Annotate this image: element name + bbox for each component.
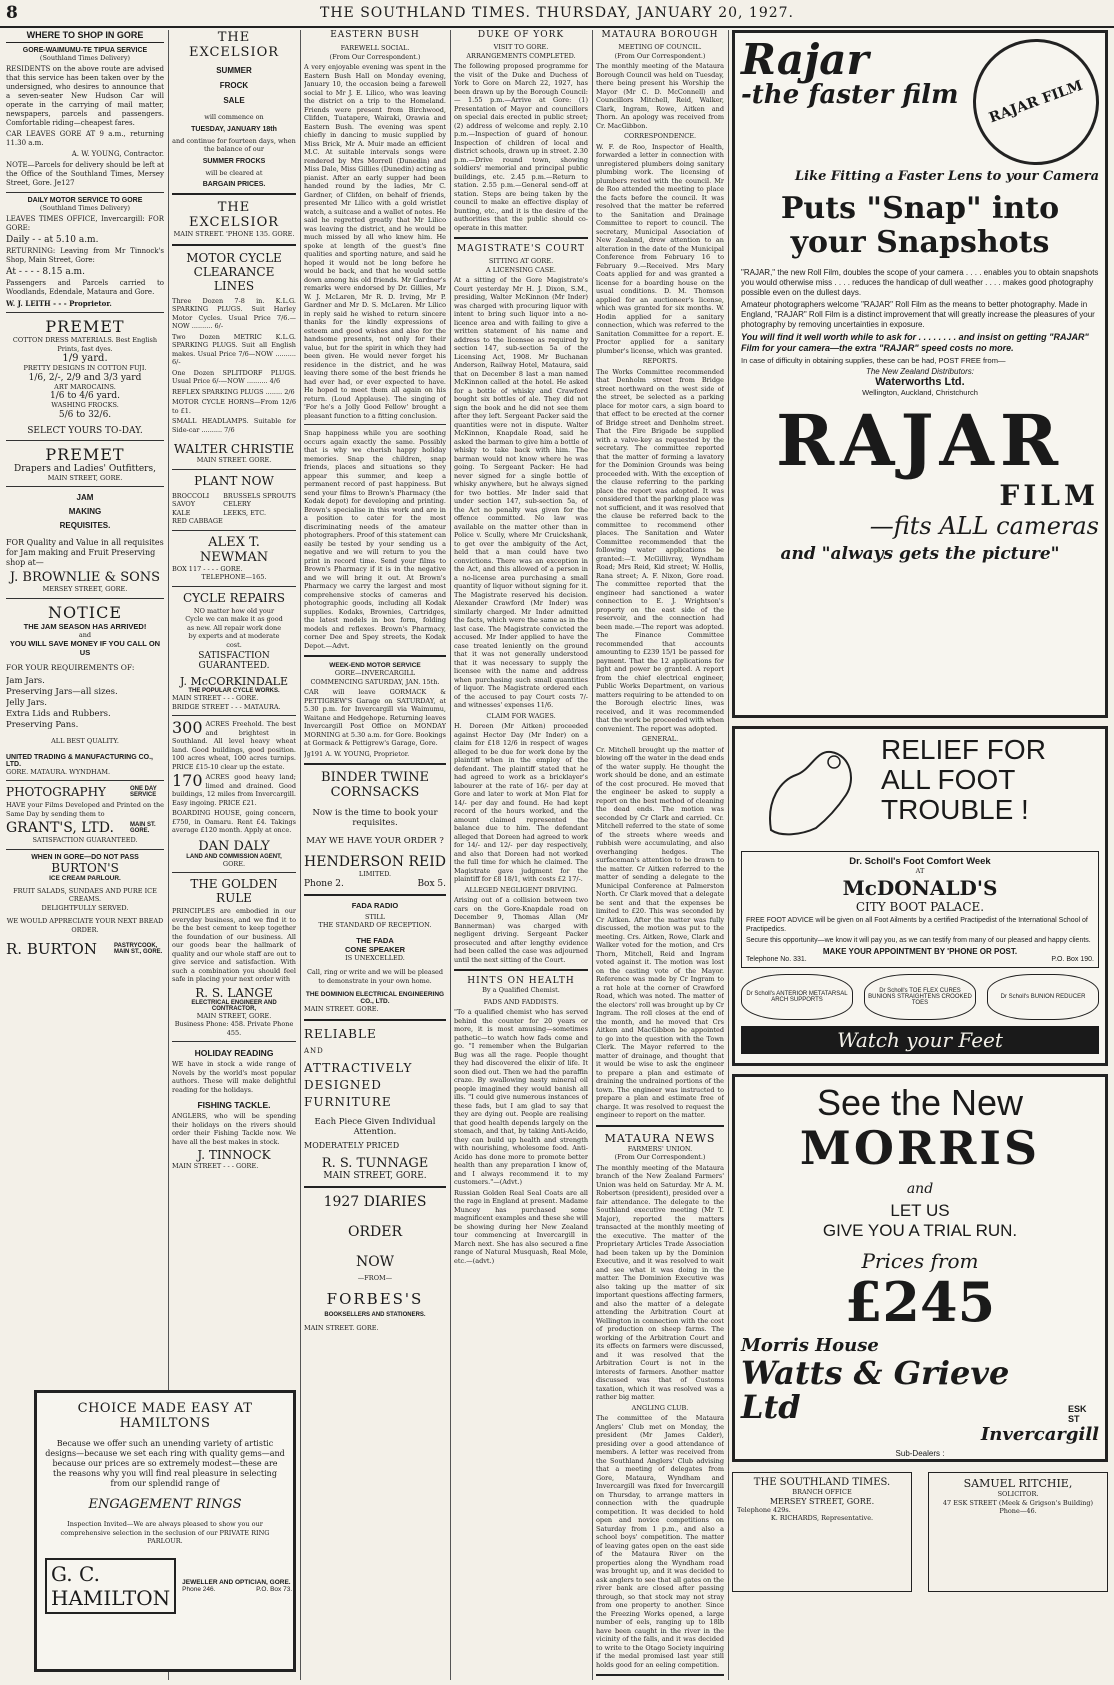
burton-bread: WE WOULD APPRECIATE YOUR NEXT BREAD ORDER. [6, 917, 164, 934]
sale-text: and continue for fourteen days, when the balance of our [172, 136, 296, 153]
burton-sub: ICE CREAM PARLOUR. [49, 874, 121, 882]
ad-time: At - - - - 8.15 a.m. [6, 267, 85, 277]
sale-text: will be cleared at [205, 168, 263, 177]
article-subhead: CORRESPONDENCE. [623, 132, 697, 140]
jam-body: FOR Quality and Value in all requisites for Jam making and Fruit Preserving shop at— [6, 538, 164, 567]
morris-sub: Sub-Dealers : [895, 1449, 945, 1458]
jam-heading: MAKING [68, 507, 102, 516]
tunnage-name: R. S. TUNNAGE [321, 1155, 429, 1171]
scholl-appointment: MAKE YOUR APPOINTMENT BY 'PHONE OR POST. [822, 946, 1018, 956]
scholl-relief: RELIEF FOR ALL FOOT TROUBLE ! [881, 734, 1046, 825]
article-body: H. Doreen (Mr Aitken) proceeded against Hector Day (Mr Inder) on a claim for £18 12/6 in respect of wages alleged to be due for work done by the plaintiff when in the employ of the defendant. The plaintiff stated that he had agreed to work as a bricklayer's labourer at the rate of 16/- per day at Gore and later to work at Mon Flat for 14/- per day and found. He had kept record of the hours worked, and the amount claimed represented the balance due to him. The defendant alleged that Doreen had agreed to work for 14/- and 12/- per day respectively, and also that Doreen had not worked the full time for which he claimed. The Magistrate gave judgment for the plaintiff for £8 18/1, with costs £2 17/-. [454, 722, 588, 883]
column-display-ads [732, 30, 1108, 1680]
tunnage-line: FURNITURE [304, 1094, 392, 1109]
morris-let: LET US [890, 1201, 950, 1220]
morris-ad [732, 1074, 1108, 1462]
excelsior-title: THE EXCELSIOR [188, 200, 280, 230]
times-branch-ad [732, 1472, 912, 1592]
rajar-body: Amateur photographers welcome "RAJAR" Roll Film as the means to better photography. Made in England, "RAJAR" Roll Film is a distinct improvement that will greatly increase the pleasures of your photography by removing uncertainties in exposure. [741, 300, 1095, 329]
united-address: GORE. MATAURA. WYNDHAM. [6, 767, 111, 776]
premet-address: MAIN STREET, GORE. [47, 473, 123, 482]
scholl-secure: Secure this opportunity—we know it will pay you, as we can testify from many of our pleased and happy clients. [746, 936, 1091, 944]
article-subtitle: MEETING OF COUNCIL. [618, 43, 702, 51]
ad-body: RESIDENTS on the above route are advised that this service has been taken over by the undersigned, who desires to announce that a seven-seater New Hudson Car will operate in the carrying of mail matter, newspapers, parcels and passengers. Comfortable riding—cheapest fares. [6, 65, 164, 127]
article-body: The monthly meeting of the Mataura Borough Council was held on Tuesday, there being present his Worship the Mayor (Mr C. D. McConnell) and Councillors Mitchell, Reid, Walker, Clark, Ingram, Rowe, Aitken and Thorn. An apology was received from Cr. MacGibbon. [596, 62, 724, 130]
article-title: MATAURA BOROUGH [601, 30, 719, 40]
notice-item: Preserving Jars—all sizes. [6, 687, 118, 697]
premet-title: PREMET [45, 444, 125, 464]
foot-icon [741, 735, 881, 845]
article-body: A very enjoyable evening was spent in the Eastern Bush Hall on Monday evening, January 10, the occasion being a farewell social to Mr J. E. Lilico, who was leaving the district on a trip to the Homeland. Friends were present from Birchwood, Clifden, Tuatapere, Wairaki, Orawia and Eastern Bush. The evening was spent chiefly in dancing to music supplied by Miss Brick, Mr A. Muir made an efficient M.C. At suitable intervals songs were rendered by Mrs Morrell (Dunedin) and Miss Dale, Miss Gillies (Dunedin) acting as pianist. After an early supper had been handed round by the ladies, Mr C. Gardner, of Clifden, on behalf of friends, presented Mr Lilico with a gold wristlet watch, a suitcase and a wallet of notes. He said he regretted greatly that Mr Lilico was leaving the district, and he would be much missed by all who knew him. He spoke at length of the guest's fine qualities and sporting nature, and said he hoped it would not be long before he would be back, and that he would settle down among his old friends. Mr Gardner's remarks were endorsed by Dr. Gillies, Mr W. J. McLaren, Mr R. D. Irving, Mr P. Gardner and Mr D. S. McLaren. Mr Lilico in reply said he wished to return sincere thanks for the kindly expressions of esteem and good wishes and also for the handsome presents, not only for their value, but for the spirit in which they had been given. He would never forget his residence in the district, and he was leaving there some of the best friends he had ever had, or ever expected to have. He hoped to meet them all again on his return. (Loud Applause). The singing of 'For he's a Jolly Good Fellow' brought a pleasant function to a fitting conclusion. [304, 63, 446, 420]
article-title: MAGISTRATE'S COURT [457, 244, 585, 254]
land-listing: ACRES Freehold. The best and brightest in Southland. All level heavy wheat land. Good buildings, good position. 100 acres wheat, 100 acres turnips. PRICE £15-10 clear up the estate. [172, 720, 296, 771]
ritchie-address: 47 ESK STREET (Meek & Grigson's Building) Phone—46. [942, 1498, 1094, 1515]
ad-time: Daily - - at 5.10 a.m. [6, 235, 99, 245]
photo-body: HAVE your Films Developed and Printed on the Same Day by sending them to [6, 801, 164, 818]
excelsior-title: THE EXCELSIOR [188, 30, 280, 60]
premet-price: 1/6 to 4/6 yard. [50, 391, 120, 401]
sale-text: BARGAIN PRICES. [202, 181, 266, 188]
plant-item: BRUSSELS SPROUTS [223, 491, 296, 500]
product-label: Dr Scholl's TOE FLEX CURES BUNIONS STRAIGHTENS CROOKED TOES [868, 987, 972, 1006]
notice-for: FOR YOUR REQUIREMENTS OF: [6, 663, 135, 672]
lange-name: R. S. LANGE [195, 985, 273, 1000]
premet-price: 1/6, 2/-, 2/9 and 3/3 yard [28, 372, 142, 383]
motor-item: Three Dozen 7-8 in. K.L.G. SPARKING PLUGS. Suit Harley Motor Cycles. Usual Price 7/6.—NOW .......... 6/- [172, 296, 296, 330]
article-subtitle: VISIT TO GORE. [493, 43, 549, 51]
rajar-body: "RAJAR," the new Roll Film, doubles the scope of your camera . . . . enables you to obtain snapshots you would otherwise miss . . . . reduces the handicap of dull weather . . . . makes good photography possible even on the dullest days. [741, 268, 1099, 297]
diaries-now: NOW [355, 1253, 395, 1270]
section-title: WHERE TO SHOP IN GORE [6, 30, 164, 43]
premet-item: PRETTY DESIGNS IN COTTON FUJI. [23, 364, 147, 372]
daly-sub: LAND AND COMMISSION AGENT, [186, 853, 282, 860]
tunnage-each: Each Piece Given Individual Attention. [314, 1116, 436, 1137]
plant-item: SAVOY [172, 500, 196, 508]
premet-sub: Drapers and Ladies' Outfitters, [14, 463, 156, 474]
notice-quality: ALL BEST QUALITY. [51, 737, 119, 745]
column-eastern-bush [304, 30, 446, 1680]
rajar-distributors: The New Zealand Distributors: [865, 367, 975, 376]
notice-item: Jam Jars. [6, 676, 45, 686]
daly-name: DAN DALY [198, 838, 270, 854]
hamilton-box: P.O. Box 73. [256, 1585, 293, 1593]
article-subhead: CLAIM FOR WAGES. [486, 711, 556, 720]
column-mataura [596, 30, 724, 1680]
rajar-film-roll-icon [955, 30, 1108, 183]
land-listing: BOARDING HOUSE, going concern, £750, in Oamaru. Rent £4. Takings average £120 month. Apply at once. [172, 809, 296, 834]
fada-heading: CONE SPEAKER [344, 944, 405, 954]
morris-and: and [906, 1181, 934, 1197]
hamilton-phone: Phone 246. [182, 1585, 216, 1593]
morris-prices: Prices from [861, 1249, 979, 1273]
motor-item: Two Dozen METRIC K.L.G. SPARKING PLUGS. Suit all English makes. Usual Price 7/6—NOW .......... 6/- [172, 332, 296, 366]
fishing-body: ANGLERS, who will be spending their holidays on the rivers should order their Fishing Tackle now. We have all the best makes in stock. [172, 1112, 296, 1146]
notice-and: and [78, 630, 92, 639]
hamilton-sub: JEWELLER AND OPTICIAN, GORE. [182, 1578, 291, 1586]
premet-cta: SELECT YOURS TO-DAY. [27, 425, 143, 436]
product-label: Dr Scholl's ANTERIOR METATARSAL ARCH SUPPORTS [746, 990, 848, 1003]
scholl-week: Dr. Scholl's Foot Comfort Week [849, 856, 991, 867]
mccork-sub: THE POPULAR CYCLE WORKS. [188, 688, 280, 694]
arch-support-icon [741, 974, 853, 1020]
lange-address: MAIN STREET, GORE. [196, 1011, 272, 1020]
fada-text: IS UNEXCELLED. [345, 953, 405, 962]
united-name: UNITED TRADING & MANUFACTURING CO., LTD. [6, 753, 153, 768]
article-subtitle: FAREWELL SOCIAL. [340, 44, 410, 52]
burton-served: DELIGHTFULLY SERVED. [41, 903, 129, 912]
diaries-heading: 1927 DIARIES [323, 1193, 427, 1210]
hamilton-name: G. C. HAMILTON [45, 1558, 176, 1614]
article-title: DUKE OF YORK [477, 30, 565, 40]
product-label: Dr Scholl's BUNION REDUCER [1000, 993, 1086, 1000]
rburton-tag: PASTRYCOOK, MAIN ST., GORE. [114, 943, 163, 955]
grants-guarantee: SATISFACTION GUARANTEED. [32, 836, 138, 844]
plant-item: CELERY [223, 500, 251, 508]
ad-body: Passengers and Parcels carried to Woodlands, Edendale, Mataura and Gore. [6, 279, 164, 296]
notice-title: NOTICE [47, 602, 123, 622]
rajar-big-film: FILM [999, 479, 1099, 512]
article-body: Cr. Mitchell brought up the matter of blowing off the water in the dead ends of the water supply. He thought the work should be done, and an estimate of the cost procured. He moved that the engineer be asked to supply a report on the best method of cleaning the dead ends. The motion was seconded by Cr Clark and carried. Cr. Mitchell referred to the state of some of the streets where weeds and rubbish were accumulating, and also overhanging hedges. The surfaceman's attention to be drawn to the matter. Cr Aitken referred to the matter of sending a delegate to the Municipal Conference at Palmerston North. Cr Clark moved that a delegate be sent and that the expenses be limited to £20. This was seconded by Cr Aitken. After the matter was fully discussed, the motion was put to the meeting. Crs. Aitken, Rowe, Clark and Walker voted for the motion, and Crs Thorn, Mitchell, Reid and Ingram voted against it. The motion was lost on the casting vote of the Mayor. Reference was made by Cr Ingram to a rat hole at the corner of Crawford Road, which was noted. The matter of the electors' roll was brought up by Cr Ingram. The roll closes at the end of the month, and he moved that Crs Aitken and MacGibbon be appointed to go into the question with the Town Clerk. The Mayor referred to the matter of drainage, and thought that it would be wise to ask the engineer to prepare a plan and estimate of draining the undrained portions of the town. The engineer was instructed to prepare a plan and estimate free of charge. It was resolved to request the engineer to report on the matter. [596, 745, 724, 1119]
mccork-address: MAIN STREET - - - GORE. [172, 694, 259, 702]
motor-heading: MOTOR CYCLE CLEARANCE LINES [186, 250, 282, 293]
hamilton-body: Because we offer such an unending variety of artistic designs—because we set each ring with quality gems—and because our prices are so extremely modest—these are the reasons why you will find real pleasure in selecting from our splendid range of [45, 1439, 285, 1488]
rajar-film-label: RAJAR FILM [987, 77, 1085, 127]
column-gore-ads [172, 30, 296, 1385]
article-body: At a sitting of the Gore Magistrate's Court yesterday Mr H. J. Dixon, S.M., presiding, Walter McKinnon (Mr Inder) was charged with procuring liquor with intent to bring such liquor into a no-licence area and with failing to give a written statement of his name and address to the licensee as required by section 147, sub-section 5a of the Licensing Act, 1908. Mr Buchanan Anderson, Railway Hotel, Mataura, said that on December 8 last a man named McKinnon called at the hotel. He asked for a bottle of whisky and Crawford bought six bottles of ale. They did not sign the book and he did not see them after they left. Sergeant Packer said the quantities were not in dispute. Walter McKinnon, Knapdale Road, said he asked the barman to give him a bottle of whisky to take back with him. The barman would not know where he was going. To Sergeant Packer: He had never signed for a single bottle of whisky anywhere, but he always signed for two bottles. Mr Inder said that under section 147, sub-section 5a, of the Act no penalty was given for the offence committed. No law was available on the matter other than in Police v. Scully, where Mr Cruickshank, to get over the ambiguity of the Act, held that a man could have two convictions. There was an exception in the Act, and this allowed of a person in a no-license area purchasing a small quantity of liquor without signing for it. The Magistrate reserved his decision. Alexander Crawford (Mr Inder) was similarly charged. Mr Inder admitted the facts, which were the same as in the last case. The Magistrate convicted the accused. Mr Inder applied to have the case treated leniently on the ground that it was not generally understood that it was necessary to supply the licensee with the name and address when purchasing such small quantities of liquor. The Magistrate ordered each of the accused to pay Court costs 7/- and witnesses' expenses 11/6. [454, 276, 588, 709]
hamilton-inspect: Inspection Invited—We are always pleased to show you our comprehensive selection in the seclusion of our PRIVATE RING PARLOUR. [60, 1520, 270, 1545]
diaries-order: ORDER [347, 1223, 402, 1240]
brownlie-name: J. BROWNLIE & SONS [9, 570, 161, 585]
cycle-body: NO matter how old your Cycle we can make it as good as new. All repair work done by experts and at moderate cost. [185, 606, 283, 649]
rajar-big-logo: RAJAR [775, 399, 1065, 482]
christie-name: WALTER CHRISTIE [173, 442, 295, 456]
weekend-heading: WEEK-END MOTOR SERVICE [329, 662, 421, 669]
premet-title: PREMET [45, 317, 125, 336]
morris-brand: MORRIS [799, 1121, 1041, 1175]
morris-price: £245 [844, 1270, 996, 1334]
article-subtitle: A LICENSING CASE. [486, 265, 556, 274]
premet-price: 1/9 yard. [62, 353, 108, 364]
tinnock-name: J. TINNOCK [197, 1148, 271, 1162]
ad-body: CAR LEAVES GORE AT 9 a.m., returning 11.30 a.m. [6, 130, 164, 147]
tunnage-line: ATTRACTIVELY [304, 1060, 413, 1075]
morris-house: Morris House [741, 1335, 879, 1356]
burton-heading: WHEN IN GORE—DO NOT PASS [31, 853, 139, 861]
fada-call: Call, ring or write and we will be pleased to demonstrate in your own home. [306, 968, 444, 985]
article-body: Snap happiness while you are soothing occurs again exactly the same. Possibly that is why we cherish happy holiday memories. Snap the children, snap friends, places and situations so they appear this summer, and keep a permanent record of past happiness. But send your films to Brown's Pharmacy (the Kodak depot) for developing and printing. Brown's specialise in this work and are in a position to cater for the most discriminating needs of the amateur photographers. Proof of this statement can easily be tested by your sending us a negative and we will return to you the print in record time. Send your films to Brown's Pharmacy if it is in the negative and we will bring it out. At Brown's Pharmacy we carry the largest and most comprehensive stocks of cameras and photographic goods, including all Kodak supplies. Kodaks, Brownies, Cartridges, the latest models in box form, folding models and reflexes. Brown's Pharmacy, corner Dee and Spey streets, the Kodak Depot.—Advt. [304, 429, 446, 650]
article-subtitle: SITTING AT GORE. [488, 257, 554, 265]
fada-heading: FADA RADIO [351, 900, 399, 910]
golden-body: PRINCIPLES are embodied in our everyday business, and we find it to be the best cement to keep together the foundation of our business. All our goods bear the hallmark of quality and our whole staff are out to give service and satisfaction. With such a combination you should feel safe in placing your next order with [172, 907, 296, 983]
burton-name: BURTON'S [51, 860, 119, 875]
weekend-sign: Jg191 A. W. YOUNG, Proprietor. [304, 749, 410, 758]
premet-item: ART MAROCAINS. [54, 382, 116, 391]
scholl-ad [732, 726, 1108, 1066]
cycle-heading: CYCLE REPAIRS [182, 590, 286, 605]
weekend-date: COMMENCING SATURDAY, JAN. 15th. [310, 677, 440, 686]
jam-heading: JAM [76, 493, 94, 502]
column-rule [728, 30, 729, 1680]
binder-body: Now is the time to book your requisites. [312, 808, 438, 828]
rajar-ad [732, 30, 1108, 718]
page-header [0, 0, 1114, 28]
sale-text: SUMMER FROCKS [202, 157, 266, 165]
morris-esk: ESK ST [1068, 1404, 1087, 1424]
column-rule [300, 30, 301, 1680]
notice-heading: THE JAM SEASON HAS ARRIVED! [23, 621, 147, 631]
burton-fruit: FRUIT SALADS, SUNDAES AND PURE ICE CREAMS. [13, 886, 157, 903]
column-where-to-shop [6, 30, 164, 1385]
article-body: W. F. de Roo, Inspector of Health, forwarded a letter in connection with unregistered plumbers doing sanitary plumbing work. The licensing of plumbers rested with the council. Mr de Roo attended the meeting to place the facts before the council. It was resolved that the matter be referred to the Sanitation and Drainage Committee to report to council. The secretary, Municipal Association of New Zealand, drew attention to an alteration in the date of the Municipal Conference from February 16 to February 9.—Received. Mrs Mary Coats applied for and was granted a license for a boarding house on the usual conditions. D. M. Thomson applied for an auctioneer's license, which was granted for six months. W. Hodin applied for a sanitary connection, which was referred to the Sanitation Committee for a report. E. Proctor applied for a sanitary plumber's license, which was granted. [596, 142, 724, 355]
hreid-phone: Phone 2. [304, 878, 344, 889]
rajar-always: and "always gets the picture" [780, 544, 1060, 564]
land-acres: 170 [172, 771, 203, 790]
morris-see: See the New [816, 1082, 1024, 1123]
hamilton-heading: CHOICE MADE EASY AT HAMILTONS [77, 1401, 253, 1431]
ad-heading: GORE-WAIMUMU-TE TIPUA SERVICE [22, 47, 148, 54]
ritchie-name: SAMUEL RITCHIE, [963, 1477, 1073, 1490]
article-subhead: REPORTS. [642, 357, 678, 365]
photo-title: PHOTOGRAPHY [6, 785, 106, 799]
article-body: "To a qualified chemist who has served behind the counter for 20 years or more, it is most amusing—sometimes pathetic—to watch how fads come and go. "I remember when the Bulgarian Bug was all the rage. People thought they had discovered the elixir of life. It soon died out. Then we had the paraffin craze. By swallowing nasty mineral oil people imagined they would banish all ills. "I could give numerous instances of these fads, but I am glad to say that they are dying out. People are realising that good health depends largely on the stomach, and that, by taking Anti-Acido, they can build up health and strength with nourishing, wholesome food. Anti-Acido has done more to promote better health than any preparation I know of, and I always recommend it to my customers."—(Advt.) [454, 1008, 588, 1186]
tunnage-line: AND [304, 1046, 324, 1055]
motor-item: REFLEX SPARKING PLUGS ........ 2/6 [172, 387, 295, 396]
scholl-watch-banner: Watch your Feet [741, 1026, 1099, 1054]
golden-heading: THE GOLDEN RULE [190, 877, 278, 905]
notice-item: Jelly Jars. [6, 698, 47, 708]
rajar-like: Like Fitting a Faster Lens to your Camera [795, 169, 1099, 184]
tunnage-price: MODERATELY PRICED [304, 1140, 400, 1150]
article-body: Russian Golden Real Seal Coats are all the rage in England at present. Madame Muncey has purchased some magnificent examples and these she will be showing during her New Zealand tour commencing at Invercargill in March next. She has also secured a fine range of Natural Musquash, Real Mole, etc.—(advt.) [454, 1188, 588, 1265]
hamilton-rings: ENGAGEMENT RINGS [88, 1497, 242, 1512]
weekend-sub: GORE—INVERCARGILL [334, 669, 416, 677]
article-title: MATAURA NEWS [604, 1131, 716, 1145]
morris-give: GIVE YOU A TRIAL RUN. [822, 1221, 1018, 1240]
premet-item: COTTON DRESS MATERIALS. Best English Prints, fast dyes. [12, 336, 158, 353]
ad-signature: W. J. LEITH - - - Proprietor. [6, 299, 112, 308]
article-title: EASTERN BUSH [330, 30, 420, 40]
ritchie-ad [928, 1472, 1108, 1592]
weekend-body: CAR will leave GORMACK & PETTIGREW'S Garage on SATURDAY, at 5.30 p.m. for Invercargill via Waimumu, Waitane and Hedgehope. Returning leaves Invercargill Post Office on MONDAY MORNING at 5.30 a.m. for Gore. Bookings at Gormack & Pettigrew's Garage, Gore. [304, 688, 446, 747]
morris-dealer: Watts & Grieve Ltd [741, 1354, 1010, 1426]
article-body: The monthly meeting of the Mataura branch of the New Zealand Farmers' Union was held on Saturday. Mr A. M. Robertson (president), presided over a fair attendance. The delegate to the Southland executive meeting (Mr T. Major), reported the matters transacted at the monthly meeting of the executive. The matter of the Proprietary Articles Trade Association had been taken up by the Dominion Executive, and it was resolved to wait and see what it was doing in the matter. The Dominion Executive was also taking up the matter of six important questions affecting farmers, and also the matter of a delegate attending the Arbitration Court at Wellington in connection with the cost of production on sheep farms. The working of the Arbitration Court and its effects on farmers were discussed, and it was resolved that the Arbitration Court is not in the interests of farmers. Another matter discussed was that of Customs taxation, which it was resolved was a rather big matter. [596, 1163, 724, 1401]
article-body: The committee of the Mataura Anglers' Club met on Monday, the president (Mr James Calder), presiding over a good attendance of members. A letter was received from the Southland Anglers' Club advising that a meeting of delegates from Gore, Mataura, Wyndham and Invercargill was fixed for Invercargill on Thursday, to arrange matters in connection with the quadruple competition. It was decided to hold open and novice competitions on Saturday from 1 p.m., and also a school boys' competition. The matter of leaving gates open on the east side of the Mataura River on the properties along the Wyndham road was brought up, and it was decided to ask anglers to see that all gates on the river bank are closed after passing through, so that stock may not stray from one property to another. Since the Freezing Works opened, a large number of eels, ranging up to 18lb have been caught in the river in the vicinity of the falls, and it was decided to write to the Otago Society inquiring if the medal promised last year still holds good for an eeling competition. [596, 1414, 724, 1669]
excelsior-address: MAIN STREET. 'PHONE 135. GORE. [173, 230, 295, 238]
lange-phone: Business Phone: 458. Private Phone 455. [174, 1020, 294, 1037]
bunion-reducer-icon [987, 974, 1099, 1020]
hreid-box: Box 5. [417, 878, 446, 889]
newman-box: BOX 117 - - - - GORE. [172, 564, 243, 573]
plant-item: LEEKS, ETC. [223, 508, 267, 517]
ad-subheading: (Southland Times Delivery) [39, 204, 131, 212]
forbes-name: FORBES'S [326, 1290, 424, 1308]
page-number: 8 [6, 3, 18, 23]
motor-item: MOTOR CYCLE HORNS—From 12/6 to £1. [172, 398, 296, 415]
jam-heading: REQUISITES. [59, 521, 111, 530]
ad-body: LEAVES TIMES OFFICE, Invercargill: FOR GORE: [6, 215, 164, 232]
article-byline: (From Our Correspondent.) [614, 51, 706, 60]
premet-price: 5/6 to 32/6. [58, 409, 112, 420]
article-subhead: ANGLING CLUB. [631, 1403, 689, 1412]
fishing-heading: FISHING TACKLE. [197, 1100, 271, 1110]
plant-item: BROCCOLI [172, 491, 210, 500]
rajar-worth: You will find it well worth while to ask for . . . . . . . . and insist on getting "RAJAR" Film for your camera—the extra "RAJAR" speed costs no more. [741, 332, 1089, 353]
premet-item: WASHING FROCKS. [51, 401, 119, 409]
grants-address: MAIN ST. GORE. [130, 822, 156, 834]
brownlie-address: MERSEY STREET, GORE. [42, 585, 128, 593]
holiday-body: WE have in stock a wide range of Novels by the world's most popular authors. These will make delightful reading for the holidays. [172, 1060, 296, 1094]
photo-tag: ONE DAY SERVICE [130, 786, 157, 798]
article-byline: (From Our Correspondent.) [614, 1153, 706, 1161]
ad-signature: A. W. YOUNG, Contractor. [71, 150, 164, 158]
land-listing: ACRES good heavy land; limed and drained. Good buildings, 12 miles from Invercargill. Easy ingoing. PRICE £21. [172, 773, 296, 807]
motor-item: SMALL HEADLAMPS. Suitable for Side-car .......... 7/6 [172, 417, 296, 434]
ad-note: NOTE—Parcels for delivery should be left at the Office of the Southland Times, Mersey Street, Gore. Je127 [6, 161, 164, 187]
rajar-puts: Puts "Snap" into your Snapshots [780, 191, 1060, 260]
hreid-ltd: LIMITED. [358, 870, 392, 878]
dom-name: THE DOMINION ELECTRICAL ENGINEERING CO., LTD. [305, 991, 445, 1005]
mccork-address: BRIDGE STREET - - - MATAURA. [172, 702, 281, 711]
times-tel: Telephone 429s. [737, 1505, 791, 1514]
diaries-from: —FROM— [357, 1273, 393, 1282]
tinnock-address: MAIN STREET - - - GORE. [172, 1162, 259, 1170]
sale-text: will commence on [204, 113, 264, 121]
scholl-store: McDONALD'S [842, 875, 998, 900]
notice-body: YOU WILL SAVE MONEY IF YOU CALL ON US [9, 639, 161, 657]
times-heading: THE SOUTHLAND TIMES. [753, 1477, 891, 1488]
newman-name: ALEX T. NEWMAN [199, 534, 269, 565]
dom-address: MAIN STREET. GORE. [304, 1005, 379, 1013]
rajar-fits: —fits ALL cameras [869, 512, 1099, 540]
article-byline: (From Our Correspondent.) [329, 52, 421, 61]
masthead: THE SOUTHLAND TIMES. THURSDAY, JANUARY 20, 1927. [319, 5, 794, 21]
holiday-heading: HOLIDAY READING [194, 1048, 274, 1058]
scholl-at: AT [915, 867, 925, 875]
morris-city: Invercargill [980, 1424, 1099, 1445]
mccork-name: J. McCORKINDALE [180, 675, 288, 688]
article-body: The following proposed programme for the visit of the Duke and Duchess of York to Gore on March 22, 1927, has been drawn up by the Borough Council:— 1.55 p.m.—Arrive at Gore: (1) Presentation of Mayor and councillors on special dais erected in public street; (2) address of welcome and reply. 2.10 p.m.—Inspection of guard of honour. Inspection of children of local and district schools, drawn up in street. 2.30 p.m.—Drive round town, showing soldiers' memorial and principal public buildings, etc. 2.45 p.m.—Return to station. 2.55 p.m.—General send-off at station. Steps are being taken by the council to make an effective display of bunting, etc., and it is the desire of the authorities that the public should co-operate in this matter. [454, 62, 588, 232]
rajar-tagline: -the faster film [741, 80, 959, 110]
rajar-cities: Wellington, Auckland, Christchurch [862, 388, 978, 397]
article-byline: By a Qualified Chemist. [482, 986, 560, 994]
newman-tel: TELEPHONE—165. [201, 573, 267, 581]
sale-heading: SALE [223, 96, 245, 105]
ritchie-title: SOLICITOR. [997, 1490, 1039, 1498]
motor-item: One Dozen SPLITDORF PLUGS. Usual Price 6/-—NOW .......... 4/6 [172, 368, 296, 385]
ad-body: RETURNING: Leaving from Mr Tinnock's Shop, Main Street, Gore: [6, 247, 164, 264]
column-rule [450, 30, 451, 1680]
fada-heading: THE FADA [356, 935, 394, 945]
plant-item: KALE [172, 508, 191, 517]
article-subtitle: FARMERS' UNION. [627, 1144, 693, 1153]
notice-item: Extra Lids and Rubbers. [6, 709, 111, 719]
cycle-guarantee: SATISFACTION GUARANTEED. [198, 651, 270, 671]
lange-sub: ELECTRICAL ENGINEER AND CONTRACTOR, [191, 999, 277, 1012]
tunnage-line: RELIABLE [304, 1026, 377, 1041]
ad-subheading: (Southland Times Delivery) [39, 54, 131, 62]
forbes-address: MAIN STREET. GORE. [304, 1324, 379, 1332]
sale-heading: FROCK [219, 81, 249, 90]
tunnage-address: MAIN STREET, GORE. [323, 1170, 427, 1181]
binder-heading: BINDER TWINE CORNSACKS [321, 770, 429, 800]
rajar-waterworths: Waterworths Ltd. [875, 376, 965, 388]
column-rule [592, 30, 593, 1680]
times-rep: K. RICHARDS, Representative. [770, 1514, 874, 1522]
scholl-box: P.O. Box 190. [1051, 955, 1094, 963]
notice-item: Preserving Pans. [6, 720, 79, 730]
toe-flex-icon [864, 974, 976, 1020]
article-subtitle: ARRANGEMENTS COMPLETED. [466, 51, 576, 60]
grants-name: GRANT'S, LTD. [6, 820, 114, 836]
article-subhead: FADS AND FADDISTS. [483, 997, 559, 1006]
tunnage-line: DESIGNED [304, 1077, 382, 1092]
forbes-sub: BOOKSELLERS AND STATIONERS. [324, 1312, 426, 1318]
article-subhead: ALLEGED NEGLIGENT DRIVING. [464, 885, 578, 894]
article-subhead: GENERAL. [641, 735, 679, 743]
christie-address: MAIN STREET. GORE. [196, 456, 272, 464]
article-body: Arising out of a collision between two cars on the Gore-Knapdale road on December 9, Thomas Allan (Mr Bannerman) was charged with negligent driving. Sergeant Packer prosecuted and after lengthy evidence had been called the case was adjourned until the next sitting of the Court. [454, 896, 588, 964]
hreid-name: HENDERSON REID [304, 854, 446, 870]
fada-text: THE STANDARD OF RECEPTION. [318, 921, 432, 929]
times-address: MERSEY STREET, GORE. [769, 1496, 875, 1506]
plant-item: RED CABBAGE [172, 517, 223, 525]
hamilton-ad [34, 1390, 296, 1672]
sale-heading: SUMMER [216, 66, 252, 75]
times-branch: BRANCH OFFICE [792, 1488, 852, 1496]
rajar-difficulty: In case of difficulty in obtaining supplies, these can be had, POST FREE from— [741, 356, 1006, 365]
sale-date: TUESDAY, JANUARY 18th [191, 125, 277, 133]
scholl-city: CITY BOOT PALACE. [855, 899, 985, 914]
scholl-tel: Telephone No. 331. [746, 955, 807, 963]
daly-address: GORE. [222, 859, 246, 868]
binder-cta: MAY WE HAVE YOUR ORDER ? [306, 836, 444, 846]
article-body: The Works Committee recommended that Denholm street from Bridge street northward on the west side of the street, be selected as a parking place for motor cars, a sign board to that effect to be erected at the corner of Bridge street and Denholm street. That the Fire Brigade be supplied with a valve-key as requested by the secretary. The committee reported that the matter of forming a lavatory for the Dominion Grounds was being proceeded with. With the exception of the clause referring to the parking place the report was adopted. It was considered that the parking place was not sufficient, and it was resolved that the clause be referred back to the committee to recommend other places. The Sanitation and Water Committee recommended that the following water applications be granted:—T. McGillivray, Wyndham Road; Mrs Reid, Kid street; W. Hollis, Rana street; A. F. Nixon, Gore road. The committee reported that the engineer had sanctioned a water connection to E. J. Wrightson's property on the east side of the reservoir, and the connection had been made.—The report was adopted. The Finance Committee recommended that accounts amounting to £239 15/1 be passed for payment. That the 12 applications for light and power be granted. A report from the chief electrical engineer, Public Works Department, on various matters requiring to be attended to on the Borough electric lines, was received, and it was recommended that the work be proceeded with when convenient. The report was adopted. [596, 367, 724, 733]
article-title: HINTS ON HEALTH [467, 976, 575, 986]
column-news [454, 30, 588, 1680]
rburton-name: R. BURTON [6, 940, 97, 958]
scholl-body: FREE FOOT ADVICE will be given on all Foot Ailments by a certified Practipedist of the International School of Practipedics. [746, 916, 1088, 933]
rajar-brand: Rajar [741, 35, 869, 84]
plant-heading: PLANT NOW [194, 473, 274, 488]
ad-heading: DAILY MOTOR SERVICE TO GORE [27, 197, 143, 204]
fada-text: STILL [365, 912, 385, 921]
land-acres: 300 [172, 718, 203, 737]
